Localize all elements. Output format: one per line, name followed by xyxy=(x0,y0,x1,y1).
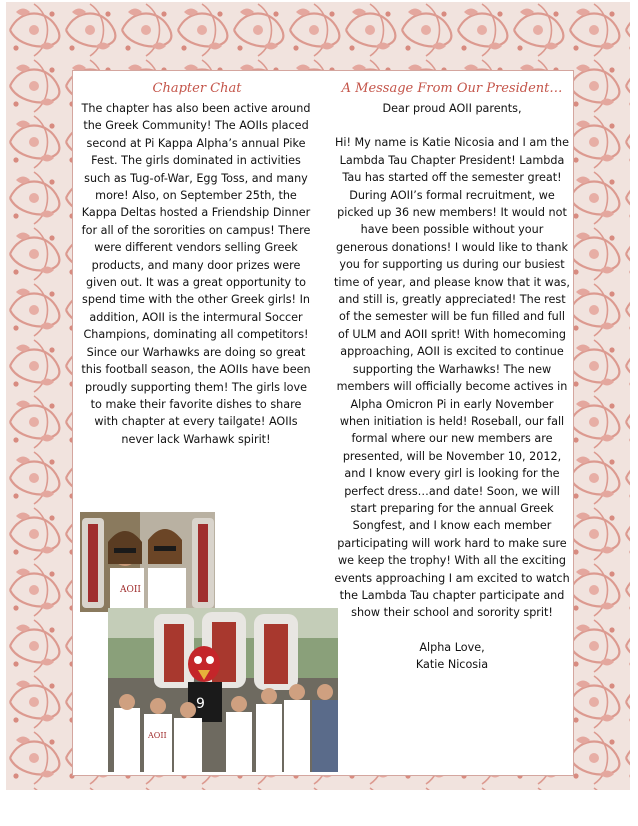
photo-group-mascot xyxy=(108,608,338,772)
jersey-number: 9 xyxy=(196,696,205,712)
president-message-text xyxy=(334,100,570,674)
president-message-heading: A Message From Our President… xyxy=(341,81,563,96)
photo-sorority-sisters xyxy=(80,512,215,612)
president-message-body: Hi! My name is Katie Nicosia and I am the Lambda Tau Chapter President! Lambda Tau has started off the semester great! During AOII’s formal recruitment, we picked up 36 new members! It would not have been possible without your generous donations! I would like to thank you for supporting us during our busiest time of year, and please know that it was, and still is, greatly appreciated! The rest of the semester will be fun filled and full of ULM and AOII sprit! With homecoming approaching, AOII is excited to continue supporting the Warhawks! The new members will officially become actives in Alpha Omicron Pi in early November when initiation is held! Roseball, our fall formal where our new members are presented, will be November 10, 2012, and I know every girl is looking for the perfect dress…and date! Soon, we will start preparing for the annual Greek Songfest, and I know each member participating will work hard to make sure we keep the trophy! With all the exciting events approaching I am excited to watch the Lambda Tau chapter participate and show their school and sorority sprit! xyxy=(334,136,570,620)
chapter-chat-text xyxy=(78,100,314,448)
photo1-letters: AOII xyxy=(120,585,141,595)
salutation: Dear proud AOII parents, xyxy=(382,102,522,115)
closing: Alpha Love, xyxy=(419,640,485,654)
chapter-chat-heading: Chapter Chat xyxy=(152,81,242,96)
signature: Katie Nicosia xyxy=(415,658,489,672)
chapter-chat-paragraph-1: The chapter has also been active around the Greek Community! The AOIIs placed second at Pi Kappa Alpha’s annual Pike Fest. The girls dominated in activities such as Tug-of-War, Egg Toss, and many more! Also, on September 25th, the Kappa Deltas hosted a Friendship Dinner for all of the sororities on campus! There were different vendors selling Greek products, and many door prizes were given out. It was a great opportunity to spend time with the other Greek girls! In addition, AOII is the intermural Soccer Champions, dominating all competitors! xyxy=(81,102,311,342)
photo2-letters: AOII xyxy=(148,731,167,740)
chapter-chat-paragraph-2: Since our Warhawks are doing so great this football season, the AOIIs have been proudly supporting them! The girls love to make their favorite dishes to share with chapter at every tailgate! AOIIs never lack Warhawk spirit! xyxy=(81,345,311,446)
